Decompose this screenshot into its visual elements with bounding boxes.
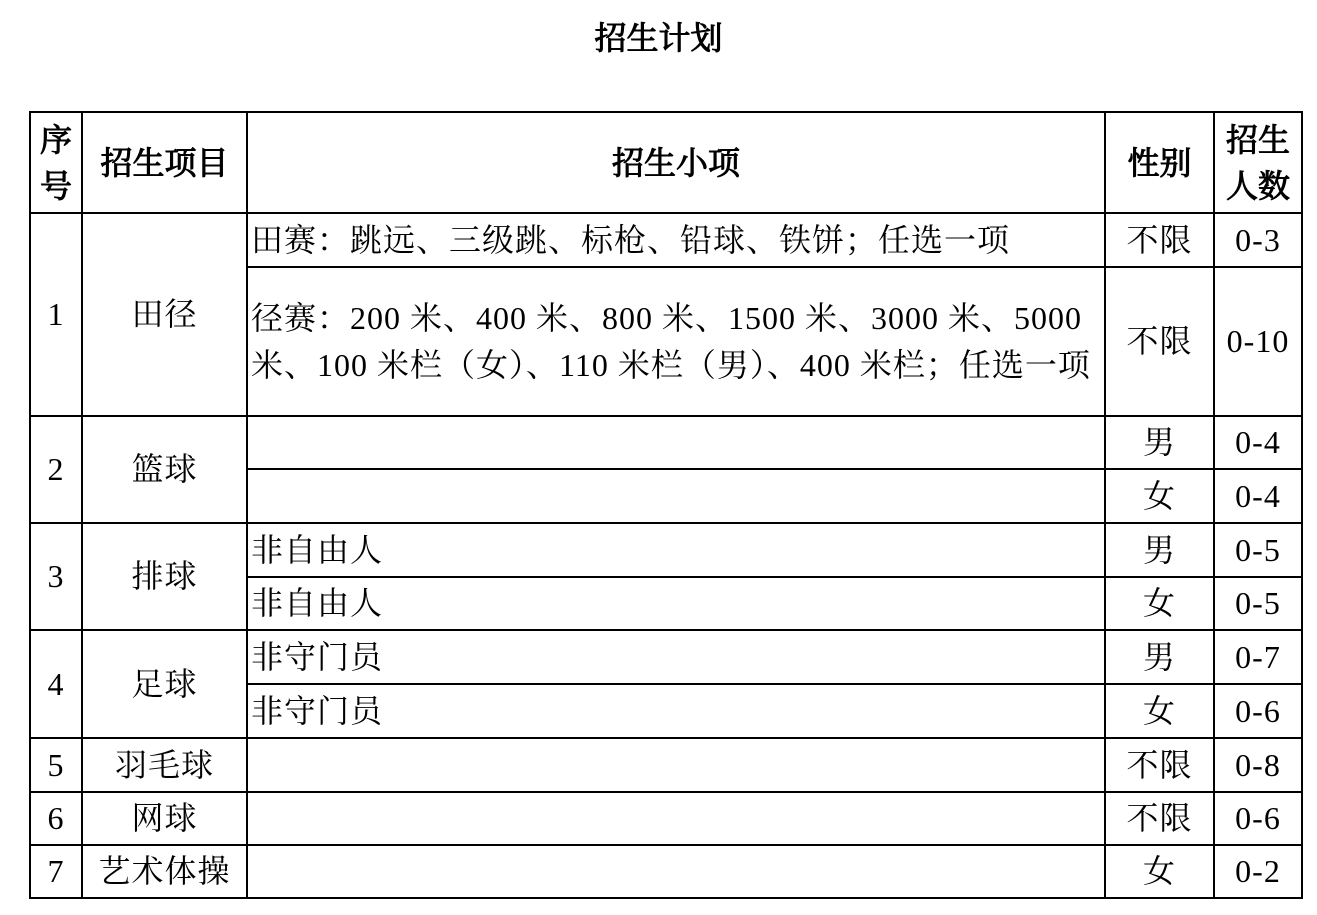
cell-sub-item: 非自由人 [248, 524, 1104, 576]
cell-project: 艺术体操 [83, 846, 246, 897]
page-title: 招生计划 [594, 20, 723, 56]
cell-sub-item [248, 846, 1104, 897]
header-count: 招生人数 [1215, 113, 1301, 212]
header-index: 序号 [31, 113, 81, 212]
cell-project: 羽毛球 [83, 739, 246, 791]
cell-sub-item [248, 739, 1104, 791]
cell-count: 0-6 [1215, 793, 1301, 844]
cell-project: 网球 [83, 793, 246, 844]
cell-count: 0-5 [1215, 578, 1301, 629]
cell-sub-item: 非自由人 [248, 578, 1104, 629]
cell-index: 5 [31, 739, 81, 791]
cell-count: 0-7 [1215, 631, 1301, 683]
cell-count: 0-8 [1215, 739, 1301, 791]
cell-gender: 不限 [1106, 214, 1213, 266]
cell-gender: 男 [1106, 417, 1213, 468]
cell-index: 4 [31, 631, 81, 737]
cell-gender: 女 [1106, 846, 1213, 897]
cell-index: 2 [31, 417, 81, 522]
header-sub-item: 招生小项 [248, 113, 1104, 212]
cell-index: 6 [31, 793, 81, 844]
cell-project: 排球 [83, 524, 246, 629]
cell-project: 篮球 [83, 417, 246, 522]
cell-index: 1 [31, 214, 81, 415]
cell-gender: 不限 [1106, 739, 1213, 791]
cell-gender: 男 [1106, 524, 1213, 576]
header-gender: 性别 [1106, 113, 1213, 212]
header-project: 招生项目 [83, 113, 246, 212]
cell-sub-item [248, 470, 1104, 522]
cell-sub-item: 非守门员 [248, 631, 1104, 683]
enrollment-table [29, 111, 1303, 899]
cell-gender: 女 [1106, 470, 1213, 522]
cell-project: 足球 [83, 631, 246, 737]
cell-gender: 女 [1106, 685, 1213, 737]
cell-sub-item [248, 417, 1104, 468]
cell-sub-item: 田赛：跳远、三级跳、标枪、铅球、铁饼；任选一项 [248, 214, 1104, 266]
cell-index: 3 [31, 524, 81, 629]
cell-sub-item: 径赛：200 米、400 米、800 米、1500 米、3000 米、5000 米、100 米栏（女）、110 米栏（男）、400 米栏；任选一项 [248, 268, 1104, 415]
cell-count: 0-4 [1215, 470, 1301, 522]
cell-count: 0-5 [1215, 524, 1301, 576]
cell-gender: 不限 [1106, 793, 1213, 844]
cell-count: 0-10 [1215, 268, 1301, 415]
cell-count: 0-6 [1215, 685, 1301, 737]
cell-gender: 男 [1106, 631, 1213, 683]
cell-sub-item: 非守门员 [248, 685, 1104, 737]
cell-sub-item [248, 793, 1104, 844]
cell-project: 田径 [83, 214, 246, 415]
cell-count: 0-4 [1215, 417, 1301, 468]
cell-gender: 女 [1106, 578, 1213, 629]
cell-index: 7 [31, 846, 81, 897]
cell-count: 0-3 [1215, 214, 1301, 266]
cell-gender: 不限 [1106, 268, 1213, 415]
cell-count: 0-2 [1215, 846, 1301, 897]
